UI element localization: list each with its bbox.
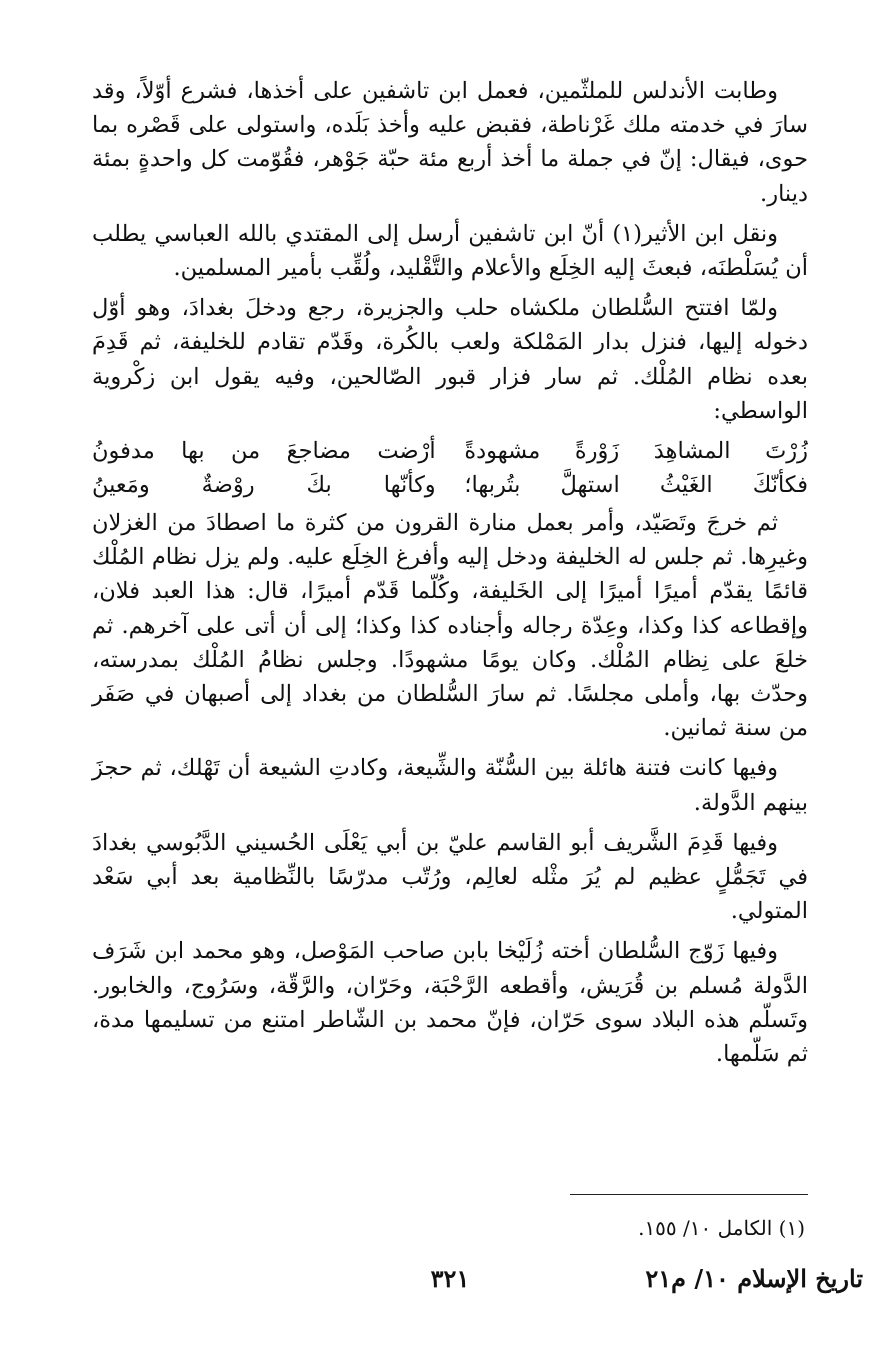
printer-signature: تاريخ الإسلام ١٠/ م٢١ (645, 1264, 863, 1293)
verse-1 (92, 434, 808, 468)
paragraph-3: ولمّا افتتح السُّلطان ملكشاه حلب والجزيرة، رجع ودخلَ بغدادَ، وهو أوّل دخوله إليها، فنزل بدار المَمْلكة ولعب بالكُرة، وقَدّم تقادم للخليفة، ثم قَدِمَ بعده نظام المُلْك. ثم سار فزار قبور الصّالحين، وفيه يقول ابن زكْروية الواسطي: (92, 295, 808, 424)
verse-2-first-hemistich: فكأنّكَ الغَيْثُ استهلَّ بتُربها؛ (464, 472, 808, 499)
paragraph-4: ثم خرجَ وتَصَيّد، وأمر بعمل منارة القرون من كثرة ما اصطادَ من الغزلان وغيرِها. ثم جلس له الخليفة ودخل إليه وأفرغ الخِلَع عليه. ولم يزل نظام المُلْك قائمًا يقدّم أميرًا أميرًا إلى الخَليفة، وكُلّما قَدّم أميرًا، قال: هذا العبد فلان، وإقطاعه كذا وكذا، وعِدّة رجاله وأجناده كذا وكذا؛ إلى أن أتى على آخرهم. ثم خلعَ على نِظام المُلْك. وكان يومًا مشهودًا. وجلس نظامُ المُلْك بمدرسته، وحدّث بها، وأملى مجلسًا. ثم سارَ السُّلطان من بغداد إلى أصبهان في صَفَر من سنة ثمانين. (92, 510, 808, 742)
poem (92, 434, 808, 502)
paragraph-2: ونقل ابن الأثير(١) أنّ ابن تاشفين أرسل إلى المقتدي بالله العباسي يطلب أن يُسَلْطنَه، فبعثَ إليه الخِلَع والأعلام والتَّقْليد، ولُقِّب بأمير المسلمين. (92, 220, 808, 282)
footnote: (١) الكامل ١٠/ ١٥٥. (638, 1216, 805, 1240)
verse-1-first-hemistich: زُرْتَ المشاهِدَ زَوْرةً مشهودةً (464, 438, 808, 465)
footnote-divider (570, 1194, 808, 1195)
verse-2-second-hemistich: وكأنّها بكَ روْضةٌ ومَعينُ (92, 472, 436, 499)
verse-2 (92, 468, 808, 502)
body-text (92, 74, 808, 1077)
paragraph-7: وفيها زَوّج السُّلطان أخته زُلَيْخا بابن صاحب المَوْصل، وهو محمد ابن شَرَف الدَّولة مُسلم بن قُرَيش، وأقطعه الرَّحْبَة، وحَرّان، والرَّقّة، وسَرُوج، والخابور. وتَسلّم هذه البلاد سوى حَرّان، فإنّ محمد بن الشّاطر امتنع من تسليمها مدة، ثم سَلّمها. (92, 938, 808, 1068)
paragraph-5: وفيها كانت فتنة هائلة بين السُّنّة والشِّيعة، وكادتِ الشيعة أن تَهْلك، ثم حجزَ بينهم الدَّولة. (92, 755, 808, 816)
verse-1-second-hemistich: أرْضت مضاجعَ من بها مدفونُ (92, 438, 436, 465)
paragraph-6: وفيها قَدِمَ الشَّريف أبو القاسم عليّ بن أبي يَعْلَى الحُسيني الدَّبُوسي بغدادَ في تَجَمُّلٍ عظيم لم يُرَ مثْله لعالِم، ورُتّب مدرّسًا بالنِّظامية بعد أبي سَعْد المتولي. (92, 829, 808, 925)
page-number: ٣٢١ (430, 1264, 470, 1293)
paragraph-1: وطابت الأندلس للملثّمين، فعمل ابن تاشفين على أخذها، فشرع أوّلاً، وقد سارَ في خدمته ملك غَرْناطة، فقبض عليه وأخذ بَلَده، واستولى على قَصْره بما حوى، فيقال: إنّ في جملة ما أخذ أربع مئة حبّة جَوْهر، فقُوّمت كل واحدةٍ بمئة دينار. (92, 78, 808, 207)
